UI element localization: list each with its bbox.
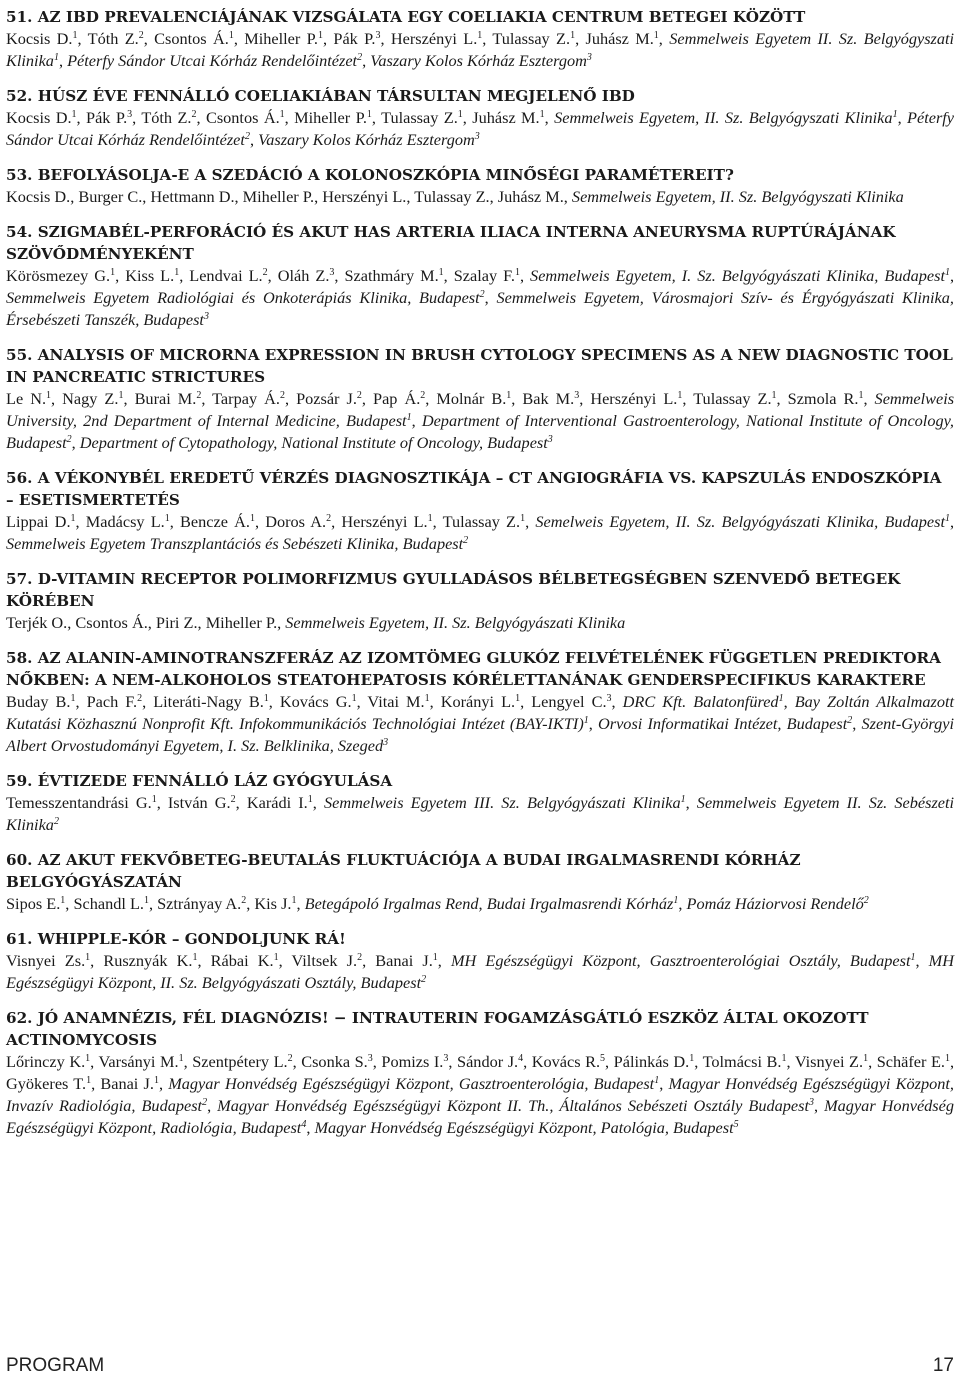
affiliation-index: 5	[733, 1119, 739, 1130]
abstract-title: 54. SZIGMABÉL-PERFORÁCIÓ ÉS AKUT HAS ARTERIA ILIACA INTERNA ANEURYSMA RUPTÚRÁJÁNAK SZÖVŐDMÉNYEKÉNT	[6, 223, 896, 263]
author-affiliation-index: 1	[228, 30, 234, 41]
author-affiliation-index: 1	[71, 109, 77, 120]
author-name: Juhász M.	[585, 29, 654, 48]
author-name: Tulassay Z.	[693, 389, 772, 408]
affiliation-name: Semmelweis Egyetem II. Sz. Sebészeti Klinika	[6, 793, 955, 834]
author-name: Csontos Á.	[205, 108, 280, 127]
author-affiliation-index: 1	[689, 1053, 695, 1064]
author-name: Varsányi M.	[98, 1052, 179, 1071]
affiliation-name: Semelweis Egyetem, II. Sz. Belgyógyászati Klinika, Budapest	[535, 512, 946, 531]
author-name: Tolmácsi B.	[702, 1052, 782, 1071]
author-name: Hettmann D.	[150, 187, 235, 206]
page-number: 17	[932, 1355, 954, 1376]
affiliation-index: 1	[583, 715, 589, 726]
author-name: Terjék O.	[6, 613, 68, 632]
author-name: Tulassay Z.	[414, 187, 490, 206]
author-name: Korányi L.	[440, 692, 516, 711]
author-name: Sipos E.	[6, 894, 61, 913]
author-affiliation-index: 1	[192, 952, 198, 963]
affiliation-name: Semmelweis Egyetem, II. Sz. Belgyógyszati Klinika	[571, 187, 904, 206]
author-affiliation-index: 2	[279, 390, 285, 401]
abstract-title: 62. JÓ ANAMNÉZIS, FÉL DIAGNÓZIS! − INTRAUTERIN FOGAMZÁSGÁTLÓ ESZKÖZ ÁLTAL OKOZOTT ACTINOMYCOSIS	[6, 1009, 869, 1049]
affiliation-index: 2	[421, 974, 427, 985]
abstract-byline: Kocsis D.$^1$, Tóth Z.$^2$, Csontos Á.$^1$, Miheller P.$^1$, Pák P.$^3$, Herszényi L.$^1$, Tulassay Z.$^1$, Juhász M.$^1$, Semmelweis Egyetem II. Sz. Belgyógyszati Klinika$^1$, Péterfy Sándor Utcai Kórház Rendelőintézet$^2$, Vaszary Kolos Kórház Esztergom$^3$	[6, 29, 955, 70]
author-affiliation-index: 1	[60, 895, 66, 906]
author-affiliation-index: 1	[70, 513, 76, 524]
author-affiliation-index: 1	[178, 1053, 184, 1064]
abstract-byline: Terjék O., Csontos Á., Piri Z., Miheller P., Semmelweis Egyetem, II. Sz. Belgyógyászati Klinika	[6, 613, 626, 632]
author-affiliation-index: 1	[263, 693, 269, 704]
page-footer	[6, 1355, 954, 1377]
abstract-entry	[6, 164, 954, 208]
author-affiliation-index: 1	[863, 1053, 869, 1064]
author-affiliation-index: 1	[70, 693, 76, 704]
abstract-title: 58. AZ ALANIN-AMINOTRANSZFERÁZ AZ IZOMTÖMEG GLUKÓZ FELVÉTELÉNEK FÜGGETLEN PREDIKTORA NŐKBEN: A NEM-ALKOHOLOS STEATOHEPATOSIS KÓRÉLETTANÁNAK GENDERSPECIFIKUS KARAKTERE	[6, 649, 941, 689]
affiliation-index: 1	[654, 1075, 660, 1086]
author-name: Lengyel C.	[531, 692, 607, 711]
abstract-byline: Visnyei Zs.$^1$, Rusznyák K.$^1$, Rábai K.$^1$, Viltsek J.$^2$, Banai J.$^1$, MH Egészségügyi Központ, Gasztroenterológiai Osztály, Budapest$^1$, MH Egészségügyi Központ, II. Sz. Belgyógyászati Osztály, Budapest$^2$	[6, 951, 954, 992]
author-name: Burai M.	[134, 389, 197, 408]
affiliation-name: Szent-Györgyi Albert Orvostudományi Egyetem, I. Sz. Belklinika, Szeged	[6, 714, 955, 755]
author-name: Pap Á.	[373, 389, 421, 408]
author-affiliation-index: 2	[326, 513, 332, 524]
abstract-title: 60. AZ AKUT FEKVŐBETEG-BEUTALÁS FLUKTUÁCIÓJA A BUDAI IRGALMASRENDI KÓRHÁZ BELGYÓGYÁSZATÁN	[6, 851, 801, 891]
author-affiliation-index: 1	[273, 952, 279, 963]
affiliation-index: 1	[53, 52, 59, 63]
author-affiliation-index: 3	[367, 1053, 373, 1064]
abstract-entry	[6, 849, 954, 915]
affiliation-name: Magyar Honvédség Egészségügyi Központ, Patológia, Budapest	[314, 1118, 734, 1137]
affiliation-index: 3	[203, 311, 209, 322]
author-affiliation-index: 1	[279, 109, 285, 120]
author-affiliation-index: 2	[241, 895, 247, 906]
author-name: Tarpay Á.	[212, 389, 280, 408]
affiliation-index: 2	[66, 434, 72, 445]
affiliation-index: 1	[944, 267, 950, 278]
abstract-title: 55. ANALYSIS OF MICRORNA EXPRESSION IN BRUSH CYTOLOGY SPECIMENS AS A NEW DIAGNOSTIC TOOL IN PANCREATIC STRICTURES	[6, 346, 953, 386]
affiliation-name: Semmelweis Egyetem II. Sz. Belgyógyszati Klinika	[6, 29, 955, 70]
author-affiliation-index: 2	[262, 267, 268, 278]
affiliation-index: 2	[847, 715, 853, 726]
author-name: Kovács G.	[279, 692, 352, 711]
affiliation-name: Semmelweis Egyetem Transzplantációs és Sebészeti Klinika, Budapest	[6, 534, 464, 553]
author-affiliation-index: 3	[574, 390, 580, 401]
author-name: Pák P.	[86, 108, 128, 127]
author-name: Lendvai L.	[189, 266, 263, 285]
author-affiliation-index: 1	[539, 109, 545, 120]
author-name: Juhász M.	[497, 187, 564, 206]
author-name: Burger C.	[78, 187, 143, 206]
author-name: Tóth Z.	[141, 108, 192, 127]
affiliation-name: Semmelweis Egyetem, II. Sz. Belgyógyászati Klinika	[285, 613, 626, 632]
author-name: Pálinkás D.	[613, 1052, 690, 1071]
author-affiliation-index: 1	[858, 390, 864, 401]
author-name: Molnár B.	[436, 389, 507, 408]
abstract-entry	[6, 467, 954, 555]
abstract-title: 51. AZ IBD PREVALENCIÁJÁNAK VIZSGÁLATA EGY COELIAKIA CENTRUM BETEGEI KÖZÖTT	[6, 8, 806, 26]
author-affiliation-index: 1	[351, 693, 357, 704]
author-affiliation-index: 3	[443, 1053, 449, 1064]
author-affiliation-index: 1	[153, 1075, 159, 1086]
affiliation-index: 1	[680, 794, 686, 805]
author-name: Oláh Z.	[277, 266, 330, 285]
author-affiliation-index: 3	[127, 109, 133, 120]
author-name: Tóth Z.	[87, 29, 139, 48]
affiliation-name: Semmelweis Egyetem, Városmajori Szív- és Érgyógyászati Klinika, Érsebészeti Tanszék, Budapest	[6, 288, 954, 329]
abstract-byline: Sipos E.$^1$, Schandl L.$^1$, Sztrányay A.$^2$, Kis J.$^1$, Betegápoló Irgalmas Rend, Budai Irgalmasrendi Kórház$^1$, Pomáz Háziorvosi Rendelő$^2$	[6, 894, 869, 913]
author-affiliation-index: 1	[72, 30, 78, 41]
author-name: Gyökeres T.	[6, 1074, 87, 1093]
affiliation-name: Semmelweis Egyetem, II. Sz. Belgyógyszati Klinika	[554, 108, 893, 127]
affiliation-name: MH Egészségügyi Központ, Gasztroenterológiai Osztály, Budapest	[450, 951, 911, 970]
author-affiliation-index: 2	[230, 794, 236, 805]
abstract-title: 52. HÚSZ ÉVE FENNÁLLÓ COELIAKIÁBAN TÁRSULTAN MEGJELENŐ IBD	[6, 87, 635, 105]
author-affiliation-index: 1	[110, 267, 116, 278]
affiliation-index: 3	[586, 52, 592, 63]
affiliation-index: 2	[244, 131, 250, 142]
author-name: Tulassay Z.	[492, 29, 571, 48]
affiliation-name: Semmelweis Egyetem, I. Sz. Belgyógyászati Klinika, Budapest	[530, 266, 945, 285]
author-name: Kis J.	[254, 894, 292, 913]
abstract-byline: Temesszentandrási G.$^1$, István G.$^2$, Karádi I.$^1$, Semmelweis Egyetem III. Sz. Belgyógyászati Klinika$^1$, Semmelweis Egyetem II. Sz. Sebészeti Klinika$^2$	[6, 793, 955, 834]
abstract-entry	[6, 770, 954, 836]
affiliation-name: Department of Cytopathology, National Institute of Oncology, Budapest	[79, 433, 548, 452]
author-name: Miheller P.	[205, 613, 278, 632]
author-affiliation-index: 1	[164, 513, 170, 524]
abstract-byline: Buday B.$^1$, Pach F.$^2$, Literáti-Nagy B.$^1$, Kovács G.$^1$, Vitai M.$^1$, Korányi L.$^1$, Lengyel C.$^3$, DRC Kft. Balatonfüred$^1$, Bay Zoltán Alkalmazott Kutatási Közhasznú Nonprofit Kft. Infokommunikációs Technológiai Intézet (BAY-IKTI)$^1$, Orvosi Informatikai Intézet, Budapest$^2$, Szent-Györgyi Albert Orvostudományi Egyetem, I. Sz. Belklinika, Szeged$^3$	[6, 692, 955, 755]
author-affiliation-index: 1	[771, 390, 777, 401]
abstract-title: 61. WHIPPLE-KÓR – GONDOLJUNK RÁ!	[6, 930, 346, 948]
abstract-title: 59. ÉVTIZEDE FENNÁLLÓ LÁZ GYÓGYULÁSA	[6, 772, 393, 790]
author-affiliation-index: 1	[143, 895, 149, 906]
author-name: Herszényi L.	[590, 389, 678, 408]
affiliation-name: Magyar Honvédség Egészségügyi Központ, Radiológia, Budapest	[6, 1096, 955, 1137]
author-affiliation-index: 1	[515, 693, 521, 704]
author-name: Sztrányay A.	[157, 894, 242, 913]
affiliation-name: Magyar Honvédség Egészségügyi Központ, Gasztroenterológia, Budapest	[168, 1074, 655, 1093]
author-affiliation-index: 1	[781, 1053, 787, 1064]
author-name: Temesszentandrási G.	[6, 793, 152, 812]
author-name: Csonka S.	[301, 1052, 368, 1071]
author-affiliation-index: 2	[196, 390, 202, 401]
author-affiliation-index: 1	[570, 30, 576, 41]
author-name: Nagy Z.	[62, 389, 119, 408]
author-affiliation-index: 1	[438, 267, 444, 278]
affiliation-index: 1	[673, 895, 679, 906]
affiliation-name: Semmelweis University, 2nd Department of Internal Medicine, Budapest	[6, 389, 955, 430]
author-affiliation-index: 1	[151, 794, 157, 805]
author-name: Rusznyák K.	[103, 951, 193, 970]
affiliation-name: Magyar Honvédség Egészségügyi Központ, Invazív Radiológia, Budapest	[6, 1074, 954, 1115]
author-affiliation-index: 1	[520, 513, 526, 524]
affiliation-index: 3	[809, 1097, 815, 1108]
author-name: Rábai K.	[210, 951, 274, 970]
author-affiliation-index: 5	[600, 1053, 606, 1064]
author-affiliation-index: 2	[357, 952, 363, 963]
affiliation-index: 1	[778, 693, 784, 704]
abstract-title: 53. BEFOLYÁSOLJA-E A SZEDÁCIÓ A KOLONOSZKÓPIA MINŐSÉGI PARAMÉTEREIT?	[6, 166, 734, 184]
author-name: Karádi I.	[246, 793, 308, 812]
author-name: Pozsár J.	[296, 389, 357, 408]
author-name: Literáti-Nagy B.	[153, 692, 264, 711]
author-affiliation-index: 2	[420, 390, 426, 401]
abstract-list	[6, 6, 954, 1152]
author-name: Herszényi L.	[322, 187, 407, 206]
author-affiliation-index: 2	[138, 30, 144, 41]
affiliation-index: 2	[863, 895, 869, 906]
author-name: István G.	[167, 793, 231, 812]
affiliation-index: 1	[406, 412, 412, 423]
abstract-byline: Körösmezey G.$^1$, Kiss L.$^1$, Lendvai L.$^2$, Oláh Z.$^3$, Szathmáry M.$^1$, Szalay F.$^1$, Semmelweis Egyetem, I. Sz. Belgyógyászati Klinika, Budapest$^1$, Semmelweis Egyetem Radiológiai és Onkoterápiás Klinika, Budapest$^2$, Semmelweis Egyetem, Városmajori Szív- és Érgyógyászati Klinika, Érsebészeti Tanszék, Budapest$^3$	[6, 266, 955, 329]
abstract-title: 57. D-VITAMIN RECEPTOR POLIMORFIZMUS GYULLADÁSOS BÉLBETEGSÉGBEN SZENVEDŐ BETEGEK KÖRÉBEN	[6, 570, 901, 610]
affiliation-name: MH Egészségügyi Központ, II. Sz. Belgyógyászati Osztály, Budapest	[6, 951, 954, 992]
affiliation-name: Vaszary Kolos Kórház Esztergom	[370, 51, 587, 70]
author-affiliation-index: 2	[356, 390, 362, 401]
affiliation-name: Department of Interventional Gastroenterology, National Institute of Oncology, Budapest	[6, 411, 955, 452]
author-name: Pach F.	[86, 692, 138, 711]
affiliation-name: Vaszary Kolos Kórház Esztergom	[258, 130, 475, 149]
author-affiliation-index: 2	[287, 1053, 293, 1064]
abstract-byline: Le N.$^1$, Nagy Z.$^1$, Burai M.$^2$, Tarpay Á.$^2$, Pozsár J.$^2$, Pap Á.$^2$, Molnár B.$^1$, Bak M.$^3$, Herszényi L.$^1$, Tulassay Z.$^1$, Szmola R.$^1$, Semmelweis University, 2nd Department of Internal Medicine, Budapest$^1$, Department of Interventional Gastroenterology, National Institute of Oncology, Budapest$^2$, Department of Cytopathology, National Institute of Oncology, Budapest$^3$	[6, 389, 955, 452]
author-affiliation-index: 1	[86, 1075, 92, 1086]
author-name: Miheller P.	[244, 29, 318, 48]
affiliation-name: Bay Zoltán Alkalmazott Kutatási Közhasznú Nonprofit Kft. Infokommunikációs Technológiai Intézet (BAY-IKTI)	[6, 692, 955, 733]
author-name: Körösmezey G.	[6, 266, 111, 285]
author-name: Herszényi L.	[390, 29, 478, 48]
author-name: Csontos Á.	[75, 613, 148, 632]
author-name: Sándor J.	[457, 1052, 519, 1071]
author-affiliation-index: 1	[366, 109, 372, 120]
author-name: Bencze Á.	[180, 512, 250, 531]
author-name: Vitai M.	[367, 692, 425, 711]
author-name: Miheller P.	[294, 108, 367, 127]
author-name: Kocsis D.	[6, 187, 71, 206]
author-affiliation-index: 1	[457, 109, 463, 120]
author-affiliation-index: 1	[514, 267, 520, 278]
author-name: Le N.	[6, 389, 47, 408]
author-affiliation-index: 1	[317, 30, 323, 41]
author-name: Tulassay Z.	[442, 512, 521, 531]
author-name: Kovács R.	[531, 1052, 601, 1071]
author-name: Kocsis D.	[6, 29, 73, 48]
author-name: Szalay F.	[453, 266, 515, 285]
author-affiliation-index: 1	[118, 390, 124, 401]
author-affiliation-index: 1	[291, 895, 297, 906]
abstract-byline: Lippai D.$^1$, Madácsy L.$^1$, Bencze Á.$^1$, Doros A.$^2$, Herszényi L.$^1$, Tulassay Z.$^1$, Semelweis Egyetem, II. Sz. Belgyógyászati Klinika, Budapest$^1$, Semmelweis Egyetem Transzplantációs és Sebészeti Klinika, Budapest$^2$	[6, 512, 955, 553]
author-name: Pák P.	[333, 29, 376, 48]
author-affiliation-index: 1	[424, 693, 430, 704]
author-affiliation-index: 2	[191, 109, 197, 120]
author-affiliation-index: 1	[653, 30, 659, 41]
affiliation-name: Pomáz Háziorvosi Rendelő	[686, 894, 864, 913]
abstract-byline: Kocsis D., Burger C., Hettmann D., Miheller P., Herszényi L., Tulassay Z., Juhász M., Semmelweis Egyetem, II. Sz. Belgyógyszati Klinika	[6, 187, 904, 206]
abstract-entry	[6, 6, 954, 72]
author-affiliation-index: 3	[329, 267, 335, 278]
author-name: Lippai D.	[6, 512, 71, 531]
author-name: Banai J.	[100, 1074, 154, 1093]
author-name: Piri Z.	[155, 613, 198, 632]
author-affiliation-index: 1	[249, 513, 255, 524]
affiliation-index: 3	[383, 737, 389, 748]
affiliation-index: 3	[474, 131, 480, 142]
affiliation-name: Betegápoló Irgalmas Rend, Budai Irgalmasrendi Kórház	[304, 894, 674, 913]
author-name: Szmola R.	[787, 389, 859, 408]
author-name: Visnyei Zs.	[6, 951, 86, 970]
author-affiliation-index: 2	[137, 693, 143, 704]
author-affiliation-index: 1	[46, 390, 52, 401]
abstract-entry	[6, 85, 954, 151]
author-name: Tulassay Z.	[381, 108, 458, 127]
affiliation-index: 2	[479, 289, 485, 300]
author-name: Madácsy L.	[85, 512, 165, 531]
author-name: Buday B.	[6, 692, 71, 711]
affiliation-name: Orvosi Informatikai Intézet, Budapest	[597, 714, 848, 733]
affiliation-name: Semmelweis Egyetem Radiológiai és Onkoterápiás Klinika, Budapest	[6, 288, 480, 307]
author-name: Kocsis D.	[6, 108, 72, 127]
abstract-entry	[6, 928, 954, 994]
author-name: Pomizs I.	[381, 1052, 444, 1071]
affiliation-index: 1	[945, 513, 951, 524]
author-name: Miheller P.	[242, 187, 315, 206]
author-affiliation-index: 3	[375, 30, 381, 41]
author-name: Szathmáry M.	[344, 266, 439, 285]
abstract-entry	[6, 344, 954, 454]
abstract-entry	[6, 647, 954, 757]
author-affiliation-index: 1	[85, 952, 91, 963]
affiliation-index: 2	[463, 535, 469, 546]
author-name: Herszényi L.	[341, 512, 428, 531]
author-name: Juhász M.	[472, 108, 540, 127]
author-name: Schäfer E.	[876, 1052, 945, 1071]
author-affiliation-index: 1	[307, 794, 313, 805]
affiliation-index: 4	[301, 1119, 307, 1130]
abstract-entry	[6, 568, 954, 634]
author-name: Szentpétery L.	[192, 1052, 288, 1071]
affiliation-index: 1	[892, 109, 898, 120]
affiliation-name: DRC Kft. Balatonfüred	[622, 692, 779, 711]
affiliation-name: Magyar Honvédség Egészségügyi Központ II. Th., Általános Sebészeti Osztály Budapest	[217, 1096, 810, 1115]
affiliation-name: Péterfy Sándor Utcai Kórház Rendelőintézet	[6, 108, 955, 149]
author-name: Doros A.	[265, 512, 327, 531]
abstract-byline: Kocsis D.$^1$, Pák P.$^3$, Tóth Z.$^2$, Csontos Á.$^1$, Miheller P.$^1$, Tulassay Z.$^1$, Juhász M.$^1$, Semmelweis Egyetem, II. Sz. Belgyógyszati Klinika$^1$, Péterfy Sándor Utcai Kórház Rendelőintézet$^2$, Vaszary Kolos Kórház Esztergom$^3$	[6, 108, 955, 149]
author-affiliation-index: 1	[427, 513, 433, 524]
author-affiliation-index: 1	[477, 30, 483, 41]
abstract-entry	[6, 221, 954, 331]
author-affiliation-index: 1	[506, 390, 512, 401]
author-name: Csontos Á.	[154, 29, 229, 48]
author-affiliation-index: 4	[518, 1053, 524, 1064]
abstract-title: 56. A VÉKONYBÉL EREDETŰ VÉRZÉS DIAGNOSZTIKÁJA – CT ANGIOGRÁFIA VS. KAPSZULÁS ENDOSZKÓPIA – ESETISMERTETÉS	[6, 469, 942, 509]
author-affiliation-index: 1	[85, 1053, 91, 1064]
author-affiliation-index: 1	[677, 390, 683, 401]
affiliation-index: 2	[357, 52, 363, 63]
author-name: Banai J.	[375, 951, 433, 970]
affiliation-index: 2	[202, 1097, 208, 1108]
abstract-entry	[6, 1007, 954, 1139]
author-name: Schandl L.	[73, 894, 144, 913]
affiliation-index: 3	[547, 434, 553, 445]
author-affiliation-index: 3	[606, 693, 612, 704]
affiliation-index: 1	[910, 952, 916, 963]
affiliation-name: Semmelweis Egyetem III. Sz. Belgyógyászati Klinika	[323, 793, 681, 812]
abstract-byline: Lőrinczy K.$^1$, Varsányi M.$^1$, Szentpétery L.$^2$, Csonka S.$^3$, Pomizs I.$^3$, Sándor J.$^4$, Kovács R.$^5$, Pálinkás D.$^1$, Tolmácsi B.$^1$, Visnyei Z.$^1$, Schäfer E.$^1$, Gyökeres T.$^1$, Banai J.$^1$, Magyar Honvédség Egészségügyi Központ, Gasztroenterológia, Budapest$^1$, Magyar Honvédség Egészségügyi Központ, Invazív Radiológia, Budapest$^2$, Magyar Honvédség Egészségügyi Központ II. Th., Általános Sebészeti Osztály Budapest$^3$, Magyar Honvédség Egészségügyi Központ, Radiológia, Budapest$^4$, Magyar Honvédség Egészségügyi Központ, Patológia, Budapest$^5$	[6, 1052, 955, 1137]
affiliation-index: 2	[53, 816, 59, 827]
author-affiliation-index: 1	[944, 1053, 950, 1064]
author-name: Visnyei Z.	[794, 1052, 864, 1071]
author-name: Kiss L.	[125, 266, 175, 285]
author-affiliation-index: 1	[174, 267, 180, 278]
author-affiliation-index: 1	[432, 952, 438, 963]
author-name: Viltsek J.	[291, 951, 358, 970]
affiliation-name: Péterfy Sándor Utcai Kórház Rendelőintézet	[67, 51, 358, 70]
footer-section-label: PROGRAM	[6, 1355, 105, 1376]
author-name: Bak M.	[522, 389, 575, 408]
author-name: Lőrinczy K.	[6, 1052, 86, 1071]
